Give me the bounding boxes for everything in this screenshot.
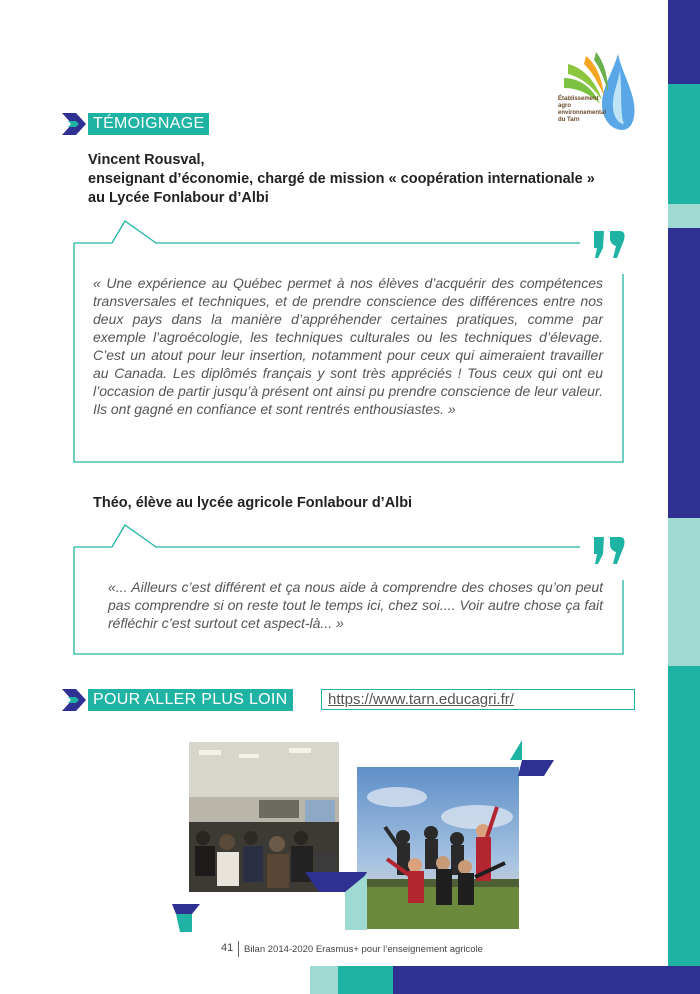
- logo-line: du Tarn: [558, 117, 580, 123]
- bottom-band-light: [310, 966, 338, 994]
- page-number: 41: [221, 942, 234, 954]
- person1-heading: [88, 151, 648, 208]
- edge-strip-navy-top: [668, 0, 700, 84]
- person1-school: au Lycée Fonlabour d’Albi: [88, 190, 269, 206]
- footer-divider: [238, 941, 239, 957]
- edge-strip-light-2: [668, 518, 700, 666]
- chevron-right-icon: [62, 113, 86, 135]
- edge-strip-teal-2: [668, 666, 700, 966]
- logo-line: Établissement: [558, 96, 599, 102]
- decor-shape-teal-small: [510, 740, 554, 780]
- quote-text-2: «... Ailleurs c’est différent et ça nous aide à comprendre des choses qu’on peut pas comprendre si on reste tout le temps ici, chez soi.... Voir autre chose ça fait réfléchir c’est surtout cet aspect-là... »: [108, 579, 603, 631]
- website-link[interactable]: https://www.tarn.educagri.fr/: [321, 689, 635, 710]
- quote-mark-icon: [592, 534, 626, 566]
- decor-shape-left: [172, 904, 202, 934]
- logo: [556, 48, 636, 136]
- quote-text-1: « Une expérience au Québec permet à nos élèves d’acquérir des compétences transversales et techniques, et de prendre conscience des différences entre nos deux pays dans la manière d’appréhender certaines pratiques, comme par exemple l’agroécologie, les techniques culturales ou les techniques d’élevage. C’est un atout pour leur insertion, notamment pour ceux qui aimeraient travailler au Canada. Les diplômés français y sont très appréciés ! Tous ceux qui ont eu l’occasion de partir jusqu’à présent ont ainsi pu prendre conscience de leur valeur. Ils ont gagné en confiance et sont rentrés enthousiastes. »: [93, 275, 603, 417]
- edge-strip-light-1: [668, 204, 700, 228]
- person2-name: Théo, élève au lycée agricole Fonlabour d’Albi: [93, 495, 413, 511]
- footer-text: Bilan 2014-2020 Erasmus+ pour l’enseignement agricole: [244, 944, 483, 955]
- bottom-band-teal: [338, 966, 393, 994]
- chevron-right-icon: [62, 689, 86, 711]
- quote-mark-icon: [592, 228, 626, 260]
- logo-line: environnemental: [558, 110, 607, 116]
- decor-shape-photo-corner: [305, 872, 369, 932]
- classroom-photo: [189, 742, 339, 892]
- edge-strip-teal-1: [668, 84, 700, 204]
- person1-role: enseignant d’économie, chargé de mission « coopération internationale »: [88, 171, 595, 187]
- bottom-band-navy: [393, 966, 700, 994]
- group-photo: [357, 767, 519, 929]
- edge-strip-navy-mid: [668, 228, 700, 518]
- person1-name: Vincent Rousval,: [88, 152, 205, 168]
- section-title-more: POUR ALLER PLUS LOIN: [88, 689, 293, 711]
- logo-line: agro: [558, 103, 572, 109]
- logo-text: [558, 96, 606, 124]
- section-title-testimony: TÉMOIGNAGE: [88, 113, 209, 135]
